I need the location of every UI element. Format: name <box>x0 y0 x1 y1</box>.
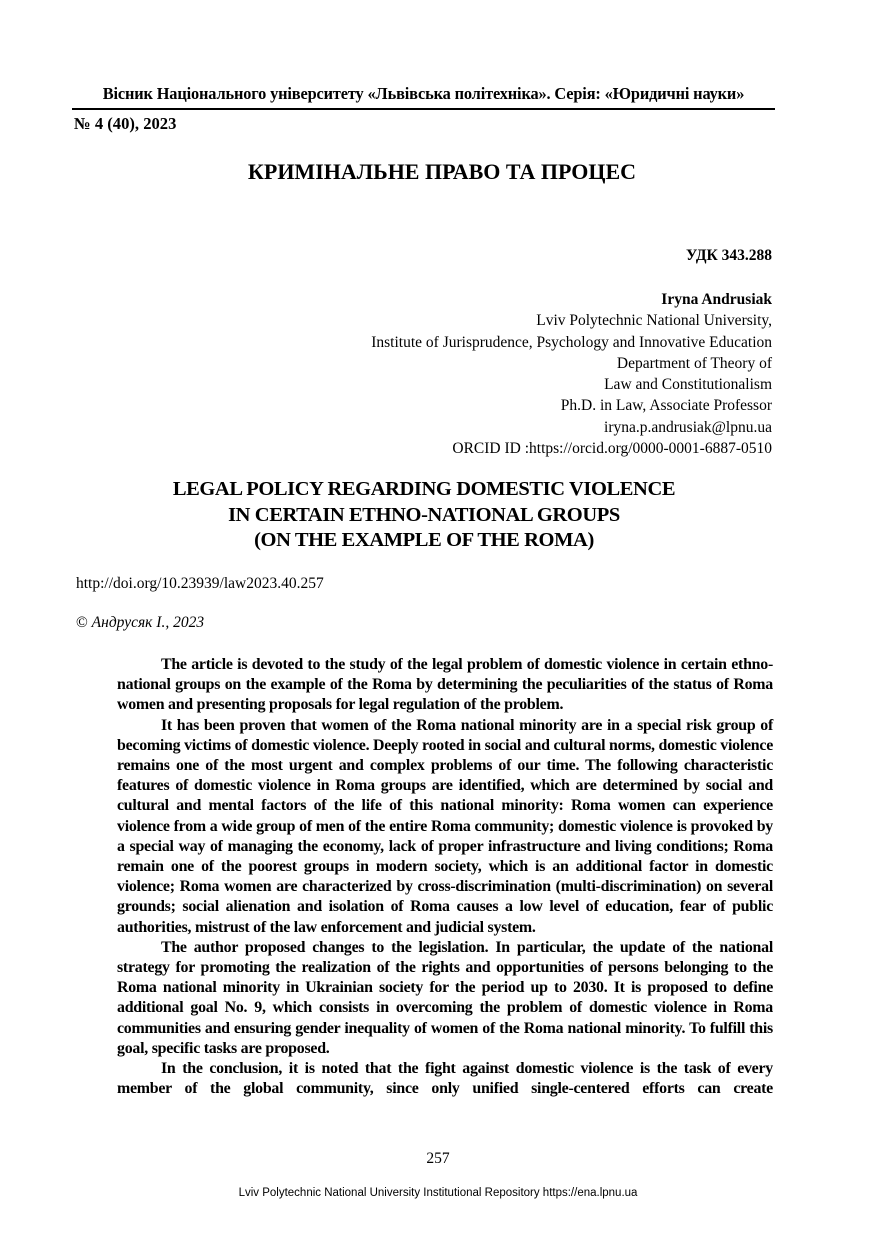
abstract-paragraph: The author proposed changes to the legislation. In particular, the update of the national strategy for promoting the realization of the rights and opportunities of persons belonging to the Roma national minority in Ukrainian society for the period up to 2030. It is proposed to define additional goal No. 9, which consists in overcoming the problem of domestic violence in Roma communities and ensuring gender inequality of women of the Roma national minority. To fulfill this goal, specific tasks are proposed. <box>117 938 773 1057</box>
article-title-line: IN CERTAIN ETHNO-NATIONAL GROUPS <box>228 503 620 526</box>
author-name: Iryna Andrusiak <box>661 291 772 308</box>
author-degree: Ph.D. in Law, Associate Professor <box>560 397 772 415</box>
doi-link[interactable]: http://doi.org/10.23939/law2023.40.257 <box>76 575 324 592</box>
abstract-paragraph: In the conclusion, it is noted that the fight against domestic violence is the task of every member of the global community, since only unified single-centered efforts can create <box>117 1060 773 1098</box>
udk-code: УДК 343.288 <box>686 247 772 264</box>
header-rule <box>72 108 775 110</box>
author-orcid[interactable]: ORCID ID :https://orcid.org/0000-0001-6887-0510 <box>452 440 772 458</box>
copyright-icon: © <box>76 614 88 631</box>
page-number: 257 <box>426 1150 450 1167</box>
author-department: Department of Theory of <box>616 354 772 372</box>
issue-number: № 4 (40), 2023 <box>74 114 177 133</box>
article-title-line: (ON THE EXAMPLE OF THE ROMA) <box>254 529 594 551</box>
article-title-line: LEGAL POLICY REGARDING DOMESTIC VIOLENCE <box>172 478 676 500</box>
repository-footer: Lviv Polytechnic National University Institutional Repository https://ena.lpnu.ua <box>238 1187 638 1199</box>
author-email[interactable]: iryna.p.andrusiak@lpnu.ua <box>604 418 772 436</box>
copyright-holder: Андрусяк І., 2023 <box>91 614 205 631</box>
abstract <box>117 655 773 1099</box>
section-title: КРИМІНАЛЬНЕ ПРАВО ТА ПРОЦЕС <box>247 159 637 184</box>
author-institute: Institute of Jurisprudence, Psychology and Innovative Education <box>371 333 772 351</box>
author-university: Lviv Polytechnic National University, <box>536 312 772 330</box>
article-title <box>0 477 848 554</box>
author-department-cont: Law and Constitutionalism <box>604 376 772 394</box>
journal-title: Вісник Національного університету «Львівська політехніка». Серія: «Юридичні науки» <box>102 84 745 103</box>
abstract-paragraph: It has been proven that women of the Roma national minority are in a special risk group of becoming victims of domestic violence. Deeply rooted in social and cultural norms, domestic violence remains one of the most urgent and complex problems of our time. The following characteristic features of domestic violence in Roma groups are identified, which are determined by social and cultural and mental factors of the life of this national minority: Roma women can experience violence from a wide group of men of the entire Roma community; domestic violence is provoked by a special way of managing the economy, lack of proper infrastructure and living conditions; Roma remain one of the poorest groups in modern society, which is an additional factor in domestic violence; Roma women are characterized by cross-discrimination (multi-discrimination) on several grounds; social alienation and isolation of Roma causes a low level of education, fear of public authorities, mistrust of the law enforcement and judicial system. <box>117 716 773 936</box>
author-block <box>371 289 772 459</box>
abstract-paragraph: The article is devoted to the study of the legal problem of domestic violence in certain ethno-national groups on the example of the Roma by determining the peculiarities of the status of Roma women and presenting proposals for legal regulation of the problem. <box>117 656 773 714</box>
copyright-line <box>76 614 204 632</box>
